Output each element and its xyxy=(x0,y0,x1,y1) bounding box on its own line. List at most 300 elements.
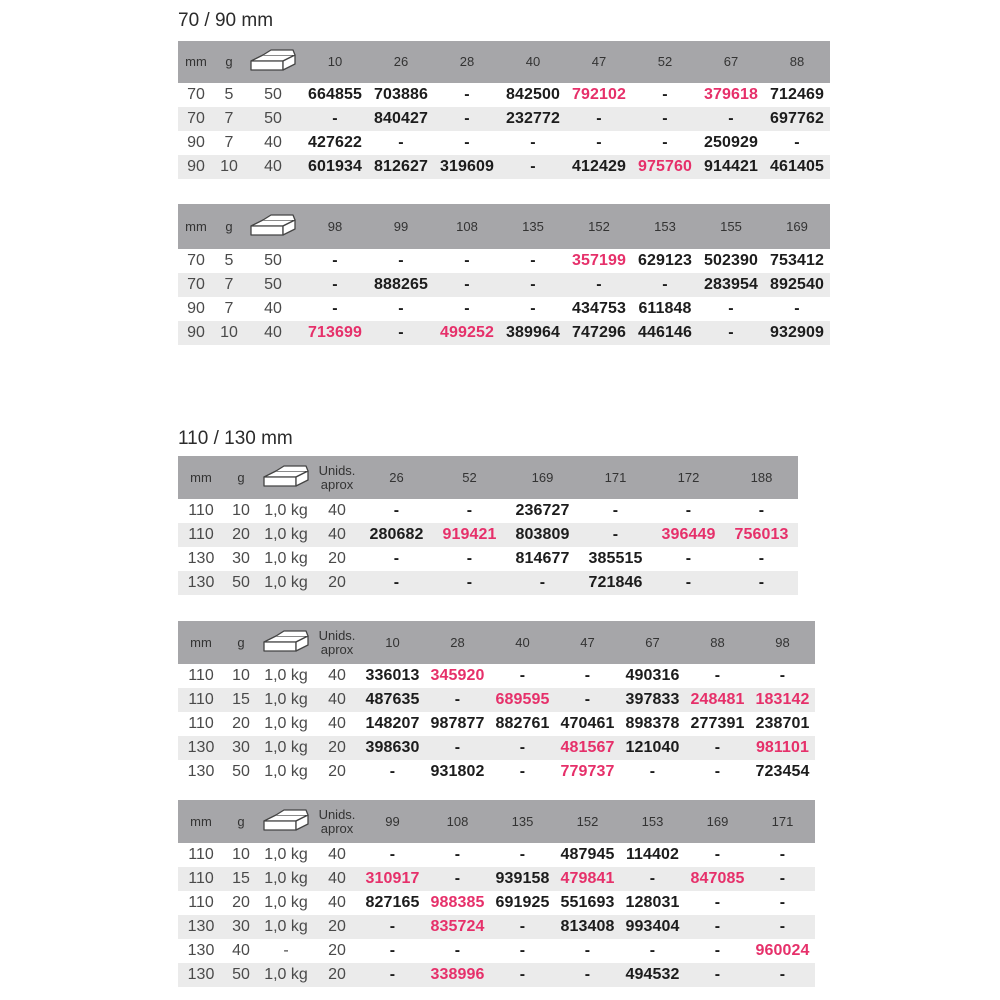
cell-g: 30 xyxy=(232,550,250,567)
cell-unids: 20 xyxy=(328,739,346,756)
cell-weight: 1,0 kg xyxy=(264,739,308,756)
cell-reference: - xyxy=(530,252,536,269)
header-ref-column: 52 xyxy=(462,469,477,485)
cell-reference: 691925 xyxy=(495,894,550,911)
cell-reference: 975760 xyxy=(638,158,692,175)
header-ref-column: 40 xyxy=(515,634,530,650)
header-ref-column: 52 xyxy=(657,54,673,69)
cell-unids: 40 xyxy=(328,715,346,732)
header-mm: mm xyxy=(190,634,212,650)
box-icon xyxy=(262,465,310,491)
cell-weight: 1,0 kg xyxy=(264,763,308,780)
cell-box-qty: 40 xyxy=(264,324,282,341)
header-ref-column: 26 xyxy=(393,54,409,69)
header-unids-line: aprox xyxy=(320,641,354,657)
cell-weight: - xyxy=(283,942,289,959)
cell-reference: - xyxy=(464,300,470,317)
cell-reference: - xyxy=(714,942,721,959)
cell-reference: 981101 xyxy=(755,739,810,756)
cell-reference: 412429 xyxy=(572,158,626,175)
cell-box-qty: 40 xyxy=(264,158,282,175)
cell-mm: 130 xyxy=(187,574,215,591)
cell-reference: 993404 xyxy=(625,918,680,935)
header-unids-line: Unids. xyxy=(318,806,356,822)
cell-reference: 232772 xyxy=(506,110,560,127)
cell-reference: - xyxy=(662,134,668,151)
cell-reference: 792102 xyxy=(572,86,626,103)
header-ref-column: 67 xyxy=(723,54,739,69)
table-row xyxy=(178,843,815,867)
header-unids-aprox xyxy=(314,800,360,843)
header-g: g xyxy=(237,634,245,650)
header-ref-column: 153 xyxy=(641,813,664,829)
table-row xyxy=(178,273,830,297)
cell-reference: - xyxy=(794,134,800,151)
box-icon xyxy=(262,630,310,656)
cell-reference: - xyxy=(454,739,461,756)
cell-g: 50 xyxy=(232,966,250,983)
header-unids-line: aprox xyxy=(320,820,354,836)
cell-reference: - xyxy=(728,300,734,317)
product-table-4 xyxy=(178,621,815,784)
cell-reference: - xyxy=(685,502,692,519)
cell-weight: 1,0 kg xyxy=(264,846,308,863)
cell-reference: - xyxy=(389,763,396,780)
cell-reference: - xyxy=(398,134,404,151)
cell-g: 40 xyxy=(232,942,250,959)
cell-unids: 20 xyxy=(328,942,346,959)
cell-reference: - xyxy=(779,894,786,911)
cell-reference: - xyxy=(662,110,668,127)
cell-reference: - xyxy=(758,574,765,591)
cell-reference: 494532 xyxy=(625,966,680,983)
table-header-row xyxy=(178,456,798,499)
cell-reference: - xyxy=(398,324,404,341)
cell-reference: - xyxy=(393,502,400,519)
cell-g: 10 xyxy=(232,667,250,684)
cell-reference: - xyxy=(714,667,721,684)
header-mm: mm xyxy=(185,218,207,234)
table-row xyxy=(178,499,798,523)
cell-reference: - xyxy=(519,739,526,756)
header-box-quantity xyxy=(258,456,314,499)
product-table-5 xyxy=(178,800,815,987)
cell-reference: - xyxy=(728,110,734,127)
header-ref-column: 152 xyxy=(576,813,599,829)
cell-mm: 110 xyxy=(188,715,214,732)
cell-unids: 40 xyxy=(328,667,346,684)
table-row xyxy=(178,867,815,891)
cell-reference: 842500 xyxy=(506,86,560,103)
header-unids-line: Unids. xyxy=(318,627,356,643)
cell-g: 10 xyxy=(232,502,250,519)
cell-reference: 551693 xyxy=(560,894,615,911)
cell-reference: - xyxy=(519,763,526,780)
cell-g: 10 xyxy=(232,846,250,863)
cell-reference: 502390 xyxy=(704,252,758,269)
cell-box-qty: 50 xyxy=(264,86,282,103)
cell-reference: 310917 xyxy=(365,870,420,887)
cell-weight: 1,0 kg xyxy=(264,502,308,519)
cell-reference: 697762 xyxy=(770,110,824,127)
header-ref-column: 99 xyxy=(385,813,400,829)
box-icon xyxy=(262,809,310,835)
header-ref-column: 169 xyxy=(786,218,808,234)
table-row xyxy=(178,915,815,939)
cell-reference: - xyxy=(530,300,536,317)
cell-mm: 90 xyxy=(187,158,205,175)
cell-reference: 813408 xyxy=(560,918,615,935)
cell-mm: 70 xyxy=(187,86,205,103)
table-row xyxy=(178,155,830,179)
cell-reference: 114402 xyxy=(625,846,680,863)
cell-reference: - xyxy=(464,276,470,293)
cell-reference: 803809 xyxy=(515,526,570,543)
cell-weight: 1,0 kg xyxy=(264,667,308,684)
cell-reference: - xyxy=(466,574,473,591)
cell-reference: 248481 xyxy=(690,691,745,708)
cell-unids: 40 xyxy=(328,526,346,543)
cell-reference: 398630 xyxy=(365,739,420,756)
cell-mm: 110 xyxy=(188,870,214,887)
header-ref-column: 171 xyxy=(604,469,627,485)
cell-reference: - xyxy=(454,870,461,887)
cell-unids: 20 xyxy=(328,574,346,591)
cell-g: 15 xyxy=(232,870,250,887)
cell-reference: 389964 xyxy=(506,324,560,341)
cell-g: 20 xyxy=(232,526,250,543)
cell-mm: 70 xyxy=(187,110,205,127)
header-unids-aprox xyxy=(314,621,360,664)
table-row xyxy=(178,131,830,155)
cell-reference: 898378 xyxy=(625,715,680,732)
cell-reference: 385515 xyxy=(588,550,643,567)
table-row xyxy=(178,963,815,987)
header-ref-column: 98 xyxy=(327,218,343,234)
cell-reference: 490316 xyxy=(625,667,680,684)
cell-g: 10 xyxy=(220,158,238,175)
cell-unids: 20 xyxy=(328,966,346,983)
cell-reference: - xyxy=(649,942,656,959)
cell-reference: - xyxy=(454,846,461,863)
product-table-3 xyxy=(178,456,798,595)
header-ref-column: 98 xyxy=(775,634,790,650)
cell-weight: 1,0 kg xyxy=(264,894,308,911)
cell-reference: 236727 xyxy=(515,502,570,519)
cell-reference: - xyxy=(714,966,721,983)
cell-reference: 277391 xyxy=(690,715,745,732)
cell-reference: 689595 xyxy=(495,691,550,708)
cell-mm: 90 xyxy=(187,300,205,317)
cell-reference: 499252 xyxy=(440,324,494,341)
header-unids-line: aprox xyxy=(320,476,354,492)
header-ref-column: 67 xyxy=(645,634,660,650)
cell-reference: 712469 xyxy=(770,86,824,103)
header-ref-column: 153 xyxy=(654,218,676,234)
cell-mm: 90 xyxy=(187,134,205,151)
cell-reference: - xyxy=(530,276,536,293)
cell-reference: 128031 xyxy=(625,894,680,911)
header-box-quantity xyxy=(258,800,314,843)
table-row xyxy=(178,736,815,760)
cell-mm: 70 xyxy=(187,276,205,293)
table-row xyxy=(178,83,830,107)
table-header-row xyxy=(178,621,815,664)
header-g: g xyxy=(225,54,233,69)
cell-reference: - xyxy=(662,86,668,103)
cell-reference: 629123 xyxy=(638,252,692,269)
cell-reference: - xyxy=(464,86,470,103)
cell-box-qty: 40 xyxy=(264,134,282,151)
cell-reference: 461405 xyxy=(770,158,824,175)
cell-reference: 847085 xyxy=(690,870,745,887)
box-icon xyxy=(249,49,297,75)
header-ref-column: 135 xyxy=(522,218,544,234)
cell-reference: 932909 xyxy=(770,324,824,341)
cell-reference: 397833 xyxy=(625,691,680,708)
header-ref-column: 88 xyxy=(710,634,725,650)
header-mm: mm xyxy=(190,813,212,829)
cell-reference: - xyxy=(728,324,734,341)
cell-mm: 130 xyxy=(187,966,215,983)
cell-reference: - xyxy=(714,846,721,863)
cell-reference: 840427 xyxy=(374,110,428,127)
cell-reference: - xyxy=(464,110,470,127)
cell-g: 7 xyxy=(224,276,234,293)
cell-reference: - xyxy=(779,918,786,935)
cell-reference: - xyxy=(519,942,526,959)
table-row xyxy=(178,571,798,595)
cell-mm: 110 xyxy=(188,846,214,863)
cell-box-qty: 50 xyxy=(264,252,282,269)
cell-reference: - xyxy=(584,667,591,684)
cell-reference: 481567 xyxy=(560,739,615,756)
cell-reference: - xyxy=(779,667,786,684)
cell-reference: - xyxy=(464,252,470,269)
cell-reference: - xyxy=(519,918,526,935)
cell-reference: 721846 xyxy=(588,574,643,591)
cell-weight: 1,0 kg xyxy=(264,715,308,732)
cell-unids: 40 xyxy=(328,846,346,863)
cell-reference: - xyxy=(530,134,536,151)
cell-reference: - xyxy=(332,276,338,293)
cell-unids: 40 xyxy=(328,691,346,708)
cell-reference: 121040 xyxy=(625,739,680,756)
cell-reference: - xyxy=(649,763,656,780)
cell-reference: 914421 xyxy=(704,158,758,175)
cell-unids: 20 xyxy=(328,550,346,567)
cell-mm: 130 xyxy=(187,739,215,756)
header-ref-column: 28 xyxy=(450,634,465,650)
cell-mm: 110 xyxy=(188,526,214,543)
cell-g: 50 xyxy=(232,763,250,780)
cell-reference: 345920 xyxy=(430,667,485,684)
cell-reference: 987877 xyxy=(430,715,485,732)
cell-reference: 931802 xyxy=(430,763,485,780)
cell-reference: 713699 xyxy=(308,324,362,341)
header-ref-column: 26 xyxy=(389,469,404,485)
table-row xyxy=(178,523,798,547)
cell-reference: 611848 xyxy=(638,300,692,317)
product-table-1 xyxy=(178,41,830,179)
cell-reference: 919421 xyxy=(442,526,497,543)
cell-reference: - xyxy=(389,918,396,935)
cell-weight: 1,0 kg xyxy=(264,691,308,708)
cell-unids: 40 xyxy=(328,502,346,519)
cell-reference: - xyxy=(794,300,800,317)
table-row xyxy=(178,249,830,273)
cell-mm: 130 xyxy=(187,763,215,780)
cell-reference: - xyxy=(596,134,602,151)
header-ref-column: 47 xyxy=(580,634,595,650)
cell-reference: 446146 xyxy=(638,324,692,341)
cell-reference: - xyxy=(539,574,546,591)
cell-reference: - xyxy=(530,158,536,175)
cell-reference: 756013 xyxy=(734,526,789,543)
cell-g: 30 xyxy=(232,918,250,935)
header-ref-column: 155 xyxy=(720,218,742,234)
header-unids-aprox xyxy=(314,456,360,499)
cell-g: 7 xyxy=(224,300,234,317)
cell-reference: - xyxy=(454,942,461,959)
cell-reference: 148207 xyxy=(365,715,420,732)
cell-g: 10 xyxy=(220,324,238,341)
cell-weight: 1,0 kg xyxy=(264,870,308,887)
cell-reference: 888265 xyxy=(374,276,428,293)
header-g: g xyxy=(225,218,233,234)
cell-reference: - xyxy=(519,667,526,684)
cell-weight: 1,0 kg xyxy=(264,918,308,935)
header-mm: mm xyxy=(190,469,212,485)
cell-reference: - xyxy=(332,300,338,317)
cell-reference: 379618 xyxy=(704,86,758,103)
table-row xyxy=(178,321,830,345)
cell-g: 20 xyxy=(232,894,250,911)
cell-reference: - xyxy=(584,966,591,983)
cell-reference: - xyxy=(649,870,656,887)
header-ref-column: 88 xyxy=(789,54,805,69)
cell-reference: - xyxy=(398,252,404,269)
header-g: g xyxy=(237,813,245,829)
table-row xyxy=(178,760,815,784)
cell-reference: 827165 xyxy=(365,894,420,911)
cell-reference: - xyxy=(612,502,619,519)
header-box-quantity xyxy=(244,41,302,83)
header-ref-column: 171 xyxy=(771,813,794,829)
cell-mm: 70 xyxy=(187,252,205,269)
cell-reference: - xyxy=(779,846,786,863)
cell-reference: - xyxy=(685,574,692,591)
product-table-2 xyxy=(178,204,830,345)
cell-reference: - xyxy=(519,966,526,983)
cell-reference: 779737 xyxy=(560,763,615,780)
cell-reference: 357199 xyxy=(572,252,626,269)
cell-reference: 238701 xyxy=(755,715,810,732)
table-row xyxy=(178,939,815,963)
cell-reference: 835724 xyxy=(430,918,485,935)
cell-reference: - xyxy=(466,550,473,567)
table-row xyxy=(178,297,830,321)
header-ref-column: 169 xyxy=(531,469,554,485)
section-title-70-90: 70 / 90 mm xyxy=(178,10,274,31)
cell-reference: 988385 xyxy=(430,894,485,911)
cell-weight: 1,0 kg xyxy=(264,550,308,567)
cell-unids: 40 xyxy=(328,870,346,887)
cell-reference: 396449 xyxy=(661,526,716,543)
cell-g: 7 xyxy=(224,110,234,127)
cell-reference: 319609 xyxy=(440,158,494,175)
header-ref-column: 28 xyxy=(459,54,475,69)
cell-reference: - xyxy=(584,942,591,959)
cell-reference: 479841 xyxy=(560,870,615,887)
header-box-quantity xyxy=(258,621,314,664)
cell-mm: 110 xyxy=(188,667,214,684)
header-ref-column: 169 xyxy=(706,813,729,829)
cell-reference: - xyxy=(466,502,473,519)
cell-reference: - xyxy=(389,846,396,863)
cell-reference: - xyxy=(332,252,338,269)
cell-reference: 601934 xyxy=(308,158,362,175)
cell-g: 30 xyxy=(232,739,250,756)
cell-reference: 470461 xyxy=(560,715,615,732)
header-g: g xyxy=(237,469,245,485)
cell-mm: 130 xyxy=(187,918,215,935)
table-row xyxy=(178,547,798,571)
cell-reference: - xyxy=(393,574,400,591)
cell-reference: - xyxy=(662,276,668,293)
cell-reference: - xyxy=(454,691,461,708)
cell-mm: 110 xyxy=(188,502,214,519)
table-row xyxy=(178,688,815,712)
cell-reference: - xyxy=(779,870,786,887)
cell-reference: - xyxy=(758,502,765,519)
cell-reference: - xyxy=(685,550,692,567)
cell-reference: - xyxy=(714,763,721,780)
header-ref-column: 40 xyxy=(525,54,541,69)
cell-mm: 130 xyxy=(187,550,215,567)
table-row xyxy=(178,891,815,915)
cell-reference: 487945 xyxy=(560,846,615,863)
header-mm: mm xyxy=(185,54,207,69)
cell-reference: - xyxy=(714,918,721,935)
cell-reference: 338996 xyxy=(430,966,485,983)
cell-weight: 1,0 kg xyxy=(264,526,308,543)
cell-box-qty: 50 xyxy=(264,110,282,127)
cell-box-qty: 50 xyxy=(264,276,282,293)
cell-reference: 882761 xyxy=(495,715,550,732)
cell-reference: 664855 xyxy=(308,86,362,103)
header-ref-column: 47 xyxy=(591,54,607,69)
cell-reference: 753412 xyxy=(770,252,824,269)
cell-g: 7 xyxy=(224,134,234,151)
cell-reference: - xyxy=(584,691,591,708)
header-ref-column: 108 xyxy=(456,218,478,234)
cell-mm: 90 xyxy=(187,324,205,341)
cell-reference: 939158 xyxy=(495,870,550,887)
table-row xyxy=(178,107,830,131)
cell-reference: 812627 xyxy=(374,158,428,175)
cell-g: 5 xyxy=(224,252,234,269)
cell-g: 15 xyxy=(232,691,250,708)
cell-reference: - xyxy=(398,300,404,317)
table-header-row xyxy=(178,41,830,83)
cell-mm: 110 xyxy=(188,691,214,708)
cell-g: 50 xyxy=(232,574,250,591)
cell-reference: 183142 xyxy=(755,691,810,708)
cell-mm: 110 xyxy=(188,894,214,911)
cell-reference: 747296 xyxy=(572,324,626,341)
header-ref-column: 172 xyxy=(677,469,700,485)
